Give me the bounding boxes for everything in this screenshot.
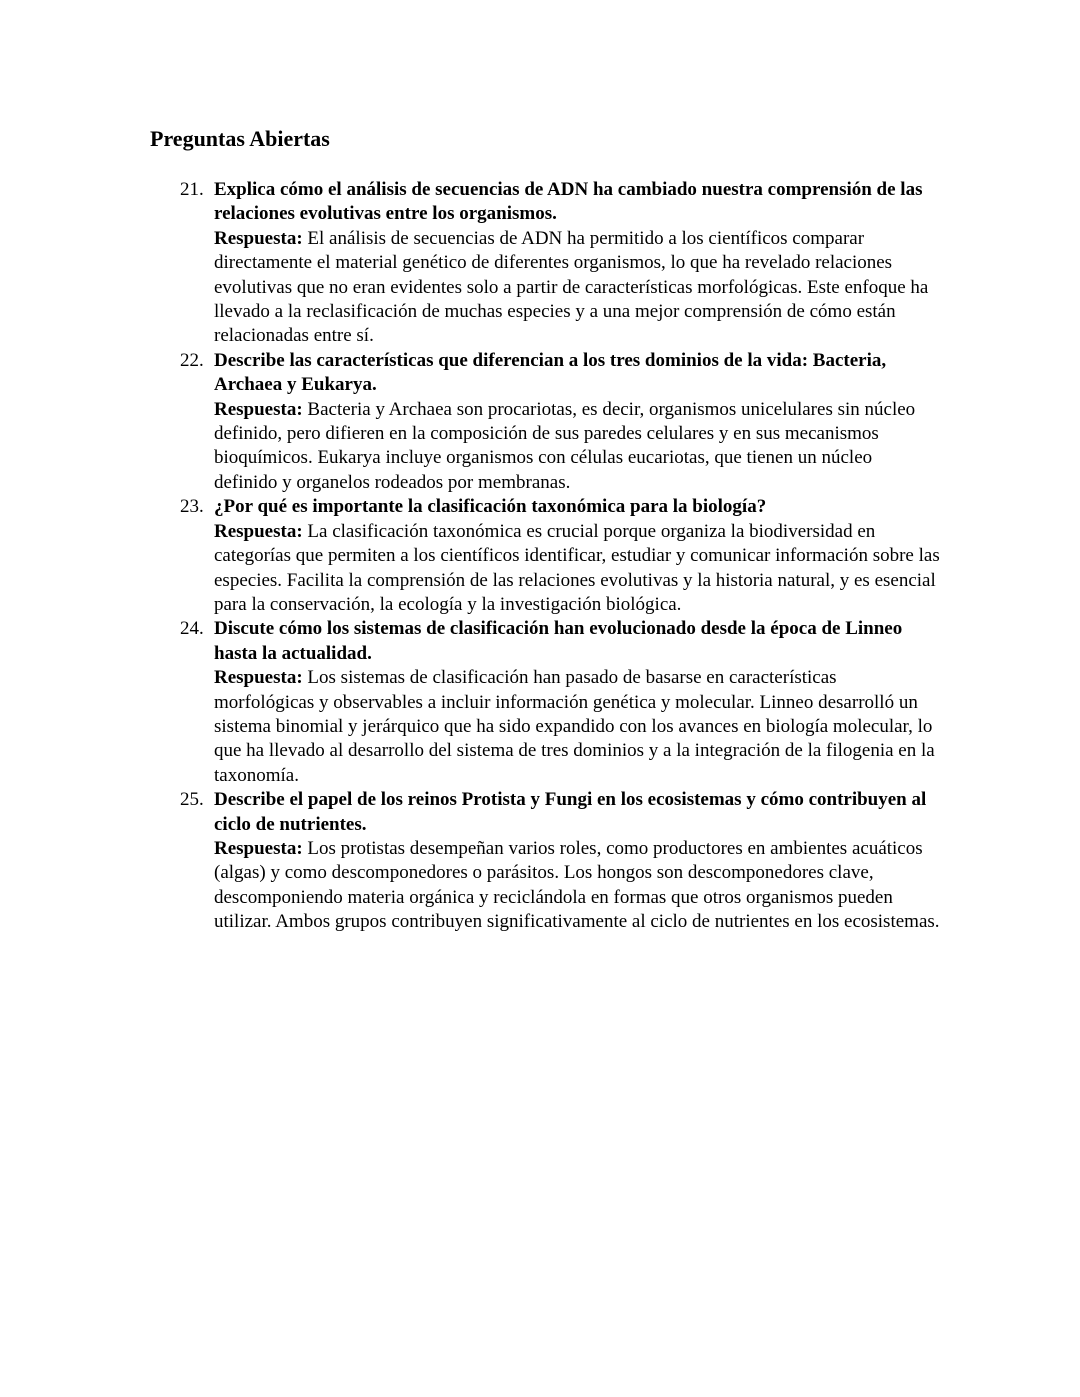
question-list — [180, 178, 940, 935]
answer-text: La clasificación taxonómica es crucial porque organiza la biodiversidad en categorías que permiten a los científicos identificar, estudiar y comunicar información sobre las especies. Facilita la comprensión de las relaciones evolutivas y la historia natural, y es esencial para la conservación, la ecología y la investigación biológica. — [214, 520, 940, 615]
answer-label: Respuesta: — [214, 520, 303, 542]
question-item-25 — [180, 788, 940, 934]
question-item-21 — [180, 178, 940, 349]
question-text: Explica cómo el análisis de secuencias de ADN ha cambiado nuestra comprensión de las relaciones evolutivas entre los organismos. — [214, 179, 923, 225]
answer-text: Los sistemas de clasificación han pasado de basarse en características morfológicas y observables a incluir información genética y molecular. Linneo desarrolló un sistema binomial y jerárquico que ha sido expandido con los avances en biología molecular, lo que ha llevado al desarrollo del sistema de tres dominios y a la integración de la filogenia en la taxonomía. — [214, 667, 935, 786]
question-text: Describe el papel de los reinos Protista y Fungi en los ecosistemas y cómo contribuyen al ciclo de nutrientes. — [214, 789, 927, 835]
question-number: 24. — [180, 618, 204, 640]
question-item-22 — [180, 349, 940, 495]
answer-label: Respuesta: — [214, 837, 303, 859]
answer-block — [214, 520, 940, 618]
question-number: 25. — [180, 789, 204, 811]
question-number: 21. — [180, 179, 204, 200]
answer-text: Los protistas desempeñan varios roles, como productores en ambientes acuáticos (algas) y como descomponedores o parásitos. Los hongos son descomponedores clave, descomponiendo materia orgánica y reciclándola en formas que otros organismos pueden utilizar. Ambos grupos contribuyen significativamente al ciclo de nutrientes en los ecosistemas. — [214, 837, 940, 933]
answer-text: El análisis de secuencias de ADN ha permitido a los científicos comparar directamente el material genético de diferentes organismos, lo que ha revelado relaciones evolutivas que no eran evidentes solo a partir de características morfológicas. Este enfoque ha llevado a la reclasificación de muchas especies y a una mejor comprensión de cómo están relacionadas entre sí. — [214, 227, 929, 347]
question-text: Discute cómo los sistemas de clasificación han evolucionado desde la época de Linneo hasta la actualidad. — [214, 618, 903, 664]
answer-block — [214, 666, 940, 788]
answer-block — [214, 398, 940, 496]
answer-block — [214, 227, 940, 349]
question-item-24 — [180, 617, 940, 788]
answer-text: Bacteria y Archaea son procariotas, es decir, organismos unicelulares sin núcleo definido, pero difieren en la composición de sus paredes celulares y en sus mecanismos bioquímicos. Eukarya incluye organismos con células eucariotas, que tienen un núcleo definido y organelos rodeados por membranas. — [214, 398, 916, 493]
question-item-23 — [180, 495, 940, 617]
question-number: 22. — [180, 349, 204, 371]
answer-label: Respuesta: — [214, 667, 303, 689]
question-text: ¿Por qué es importante la clasificación taxonómica para la biología? — [214, 496, 767, 518]
section-title: Preguntas Abiertas — [150, 126, 330, 151]
answer-label: Respuesta: — [214, 398, 303, 420]
answer-block — [214, 837, 940, 935]
answer-label: Respuesta: — [214, 227, 303, 249]
question-number: 23. — [180, 496, 204, 518]
question-text: Describe las características que diferencian a los tres dominios de la vida: Bacteria, Archaea y Eukarya. — [214, 349, 887, 396]
